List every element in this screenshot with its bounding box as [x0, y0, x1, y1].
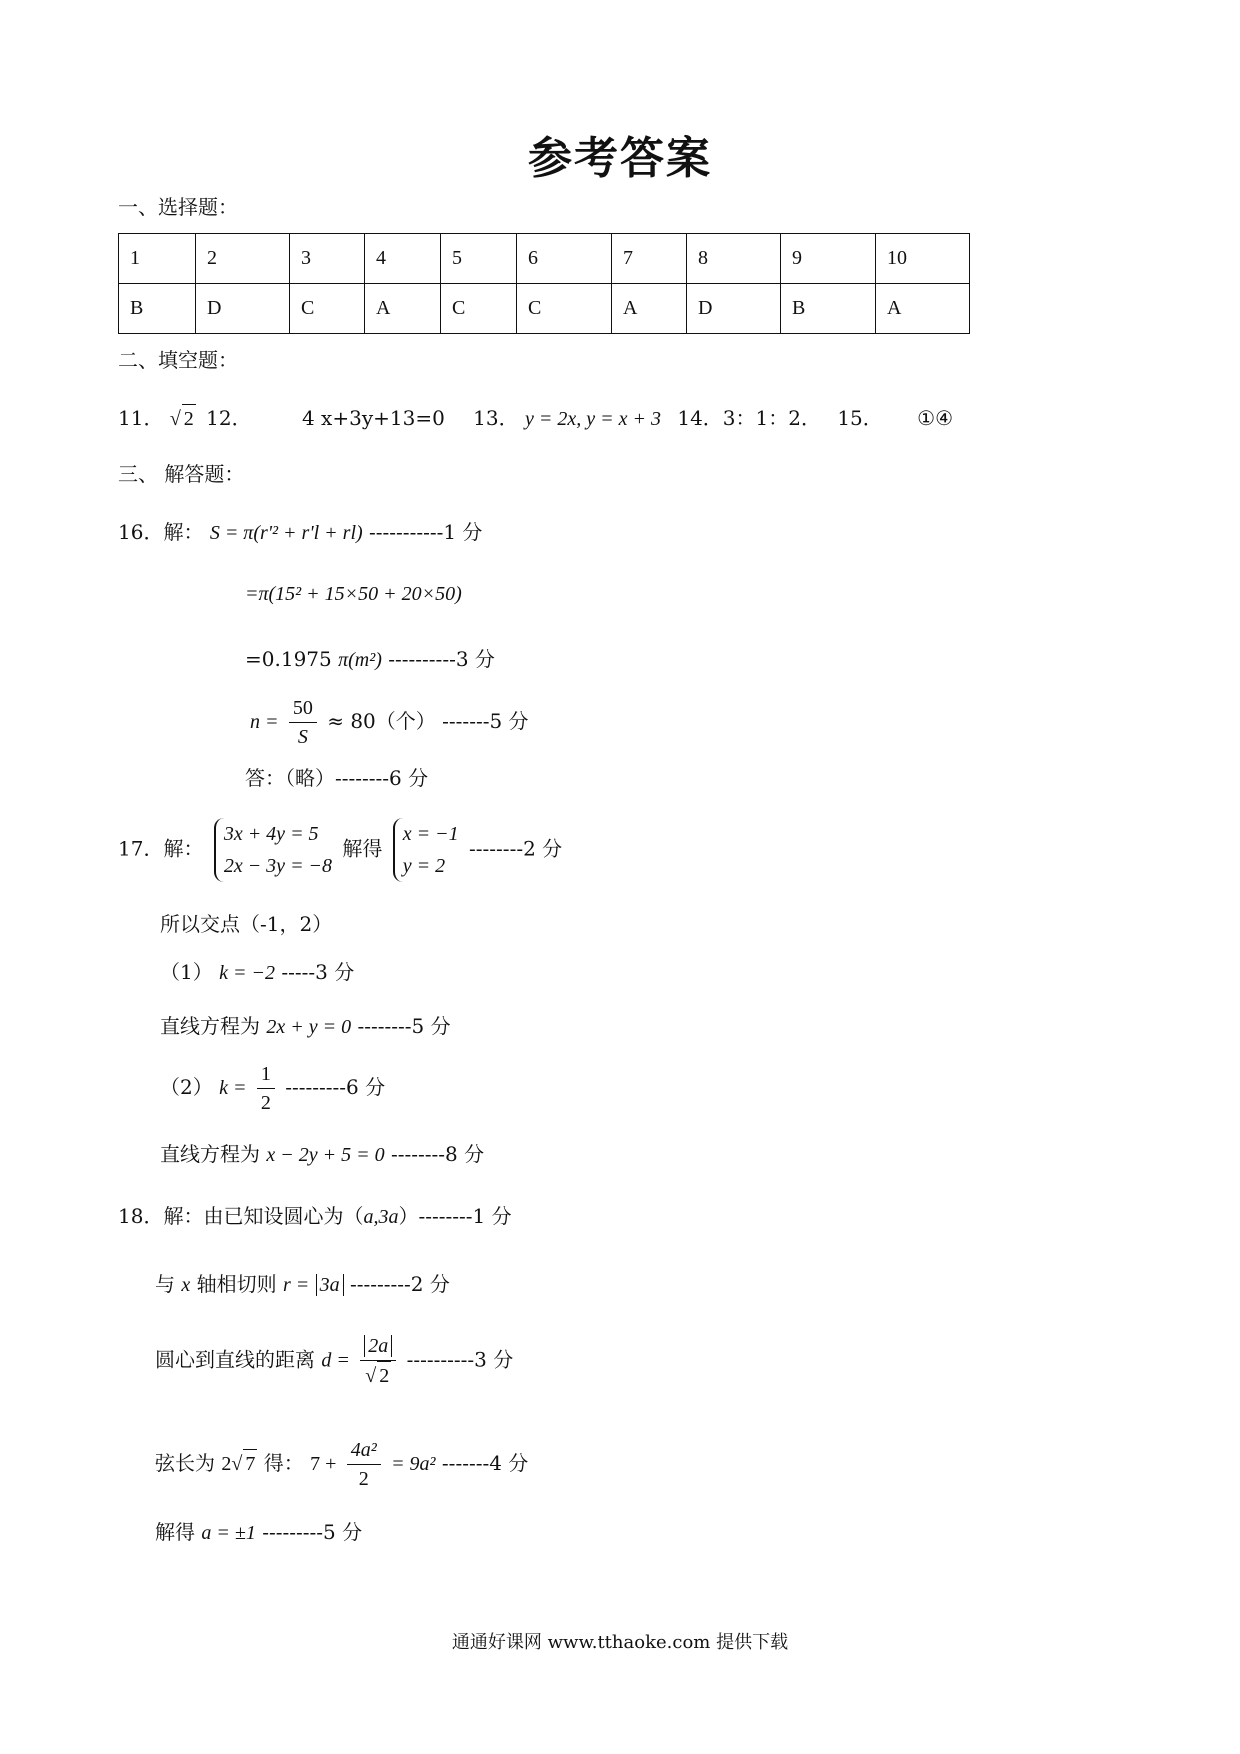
- q16-score-1: -----------1 分: [369, 520, 483, 544]
- q18-line-2: [155, 1270, 450, 1299]
- q18-a-value: a = ±1: [201, 1522, 256, 1544]
- q16-line-3: [245, 645, 495, 674]
- q18-line-1: [118, 1202, 512, 1231]
- table-cell: 2: [196, 234, 290, 284]
- q16-score-3: ----------3 分: [388, 647, 495, 671]
- q17-part1: [160, 958, 354, 987]
- fraction-numerator: 4a²: [347, 1436, 381, 1465]
- section-solve-heading: 三、 解答题：: [118, 462, 245, 486]
- table-cell: C: [517, 284, 612, 334]
- q16-score-5: -------5 分: [442, 709, 529, 733]
- table-cell: A: [876, 284, 970, 334]
- q18-solve-text: 解得: [155, 1520, 195, 1544]
- table-cell: 4: [365, 234, 441, 284]
- table-cell: 6: [517, 234, 612, 284]
- q17-part2-line: [160, 1140, 484, 1169]
- q18-eq-fraction: [347, 1436, 381, 1493]
- table-cell: C: [441, 284, 517, 334]
- table-cell: 5: [441, 234, 517, 284]
- q18-chord-coef: 2: [221, 1453, 232, 1475]
- q18-text-de: 得：: [263, 1451, 304, 1475]
- q17-line-1: [118, 818, 562, 882]
- q17-system: [214, 818, 332, 882]
- q17-eq2: 2x − 3y = −8: [223, 855, 333, 877]
- table-cell: D: [196, 284, 290, 334]
- q17-line-eq-2: x − 2y + 5 = 0: [266, 1144, 385, 1166]
- table-row-numbers: [119, 234, 970, 284]
- q18-line-4: [155, 1436, 528, 1493]
- q18-score-3: ----------3 分: [406, 1347, 514, 1372]
- q17-part2: [160, 1060, 385, 1117]
- fraction-numerator: [360, 1332, 396, 1361]
- q18-line-3: [155, 1332, 513, 1390]
- q17-line-eq-1: 2x + y = 0: [266, 1016, 352, 1038]
- q15-answer: ①④: [917, 406, 953, 430]
- q18-abs-3a: 3a: [316, 1274, 344, 1296]
- q16-line-2: =π(15² + 15×50 + 20×50): [245, 583, 462, 605]
- q17-score-2: --------2 分: [469, 836, 563, 861]
- table-cell: 9: [781, 234, 876, 284]
- q18-abs-2a: 2a: [364, 1335, 392, 1357]
- q17-part2-label: （2）: [160, 1075, 213, 1099]
- fill-answers-line: [118, 404, 953, 433]
- q18-text-2: 轴相切则: [196, 1272, 277, 1296]
- table-cell: D: [687, 284, 781, 334]
- q16-formula: S = π(r'² + r'l + rl): [209, 522, 363, 544]
- q17-eq1: 3x + 4y = 5: [223, 823, 319, 845]
- table-cell: 1: [119, 234, 196, 284]
- q18-d: d =: [321, 1349, 350, 1372]
- q17-part2-score: ---------6 分: [285, 1075, 386, 1099]
- fraction-numerator: 1: [257, 1060, 275, 1089]
- q16-unit: π(m²): [338, 649, 382, 671]
- q17-sol2: y = 2: [402, 855, 446, 877]
- q18-r: r =: [282, 1274, 310, 1296]
- table-cell: B: [119, 284, 196, 334]
- q17-part1-line: [160, 1012, 451, 1041]
- q17-part1-k: k = −2: [219, 962, 275, 984]
- q11-root: 2: [182, 404, 196, 433]
- table-cell: 7: [612, 234, 687, 284]
- q11-label: 11．: [118, 406, 164, 430]
- q16-n: n =: [250, 711, 279, 733]
- q15-label: 15．: [837, 406, 883, 430]
- q16-approx: ≈ 80（个）: [327, 709, 436, 733]
- q18-center: a,3a: [363, 1206, 399, 1228]
- q18-root-7: 7: [243, 1449, 257, 1478]
- q16-line-1: [118, 518, 482, 547]
- q18-x: x: [181, 1274, 191, 1296]
- q17-part1-score: -----3 分: [281, 960, 355, 984]
- q12-label: 12．: [206, 406, 252, 430]
- q18-score-1: ）--------1 分: [398, 1204, 512, 1228]
- q13-answer: y = 2x, y = x + 3: [524, 408, 661, 430]
- footer-source: 通通好课网 www.tthaoke.com 提供下载: [451, 1632, 789, 1653]
- fraction-numerator: 50: [289, 694, 317, 723]
- table-cell: A: [365, 284, 441, 334]
- section-choice-heading: 一、选择题：: [118, 195, 238, 219]
- fraction-denominator: 2: [260, 1092, 271, 1114]
- q18-line-5: [155, 1518, 362, 1547]
- fraction-denominator: 2: [358, 1468, 369, 1490]
- q18-distance-fraction: [360, 1332, 396, 1390]
- q18-score-2: ---------2 分: [349, 1272, 450, 1296]
- q17-solve-word: 解得: [342, 836, 383, 861]
- q18-eq-left: 7 +: [310, 1453, 337, 1475]
- table-cell: A: [612, 284, 687, 334]
- fraction-denominator: [360, 1361, 396, 1390]
- q17-line-score-1: --------5 分: [357, 1014, 451, 1038]
- table-row-answers: [119, 284, 970, 334]
- q17-sol1: x = −1: [402, 823, 459, 845]
- q17-part2-fraction: [257, 1060, 275, 1117]
- q18-chord-text: 弦长为: [155, 1451, 215, 1475]
- q18-root-2: 2: [377, 1361, 391, 1390]
- sqrt-icon: √: [169, 408, 181, 430]
- fraction-denominator: S: [297, 726, 308, 748]
- q17-line-text-2: 直线方程为: [160, 1142, 260, 1166]
- sqrt-icon: √: [231, 1453, 243, 1475]
- q16-line-4: [250, 694, 529, 751]
- q18-text-1: 与: [155, 1272, 175, 1296]
- q18-score-4: -------4 分: [441, 1451, 529, 1475]
- q17-part1-label: （1）: [160, 960, 213, 984]
- table-cell: 10: [876, 234, 970, 284]
- q18-eq-right: = 9a²: [391, 1453, 436, 1475]
- table-cell: B: [781, 284, 876, 334]
- q17-part2-k: k =: [219, 1077, 247, 1099]
- table-cell: C: [290, 284, 365, 334]
- sqrt-icon: √: [365, 1365, 377, 1387]
- table-cell: 8: [687, 234, 781, 284]
- q17-label: 17．解：: [118, 836, 204, 861]
- q14-answer: 14．3：1：2．: [677, 406, 821, 430]
- q18-distance-text: 圆心到直线的距离: [155, 1347, 315, 1372]
- page-title: 参考答案: [528, 133, 712, 184]
- q17-line-text-1: 直线方程为: [160, 1014, 260, 1038]
- q17-solution: [393, 818, 459, 882]
- q16-fraction: [289, 694, 317, 751]
- section-fill-heading: 二、填空题：: [118, 348, 238, 372]
- q18-label: 18．解：由已知设圆心为（: [118, 1204, 364, 1228]
- q16-line-5: 答：（略）--------6 分: [245, 766, 429, 790]
- choice-answer-table: [118, 233, 970, 334]
- q13-label: 13．: [473, 406, 519, 430]
- q17-line-score-2: --------8 分: [390, 1142, 485, 1166]
- q18-score-5: ---------5 分: [262, 1520, 363, 1544]
- q16-value: =0.1975: [245, 647, 332, 671]
- q17-intersection: 所以交点（-1，2）: [160, 912, 333, 936]
- table-cell: 3: [290, 234, 365, 284]
- q12-answer: 4 x+3y+13=0: [301, 406, 445, 430]
- q16-label: 16．解：: [118, 520, 204, 544]
